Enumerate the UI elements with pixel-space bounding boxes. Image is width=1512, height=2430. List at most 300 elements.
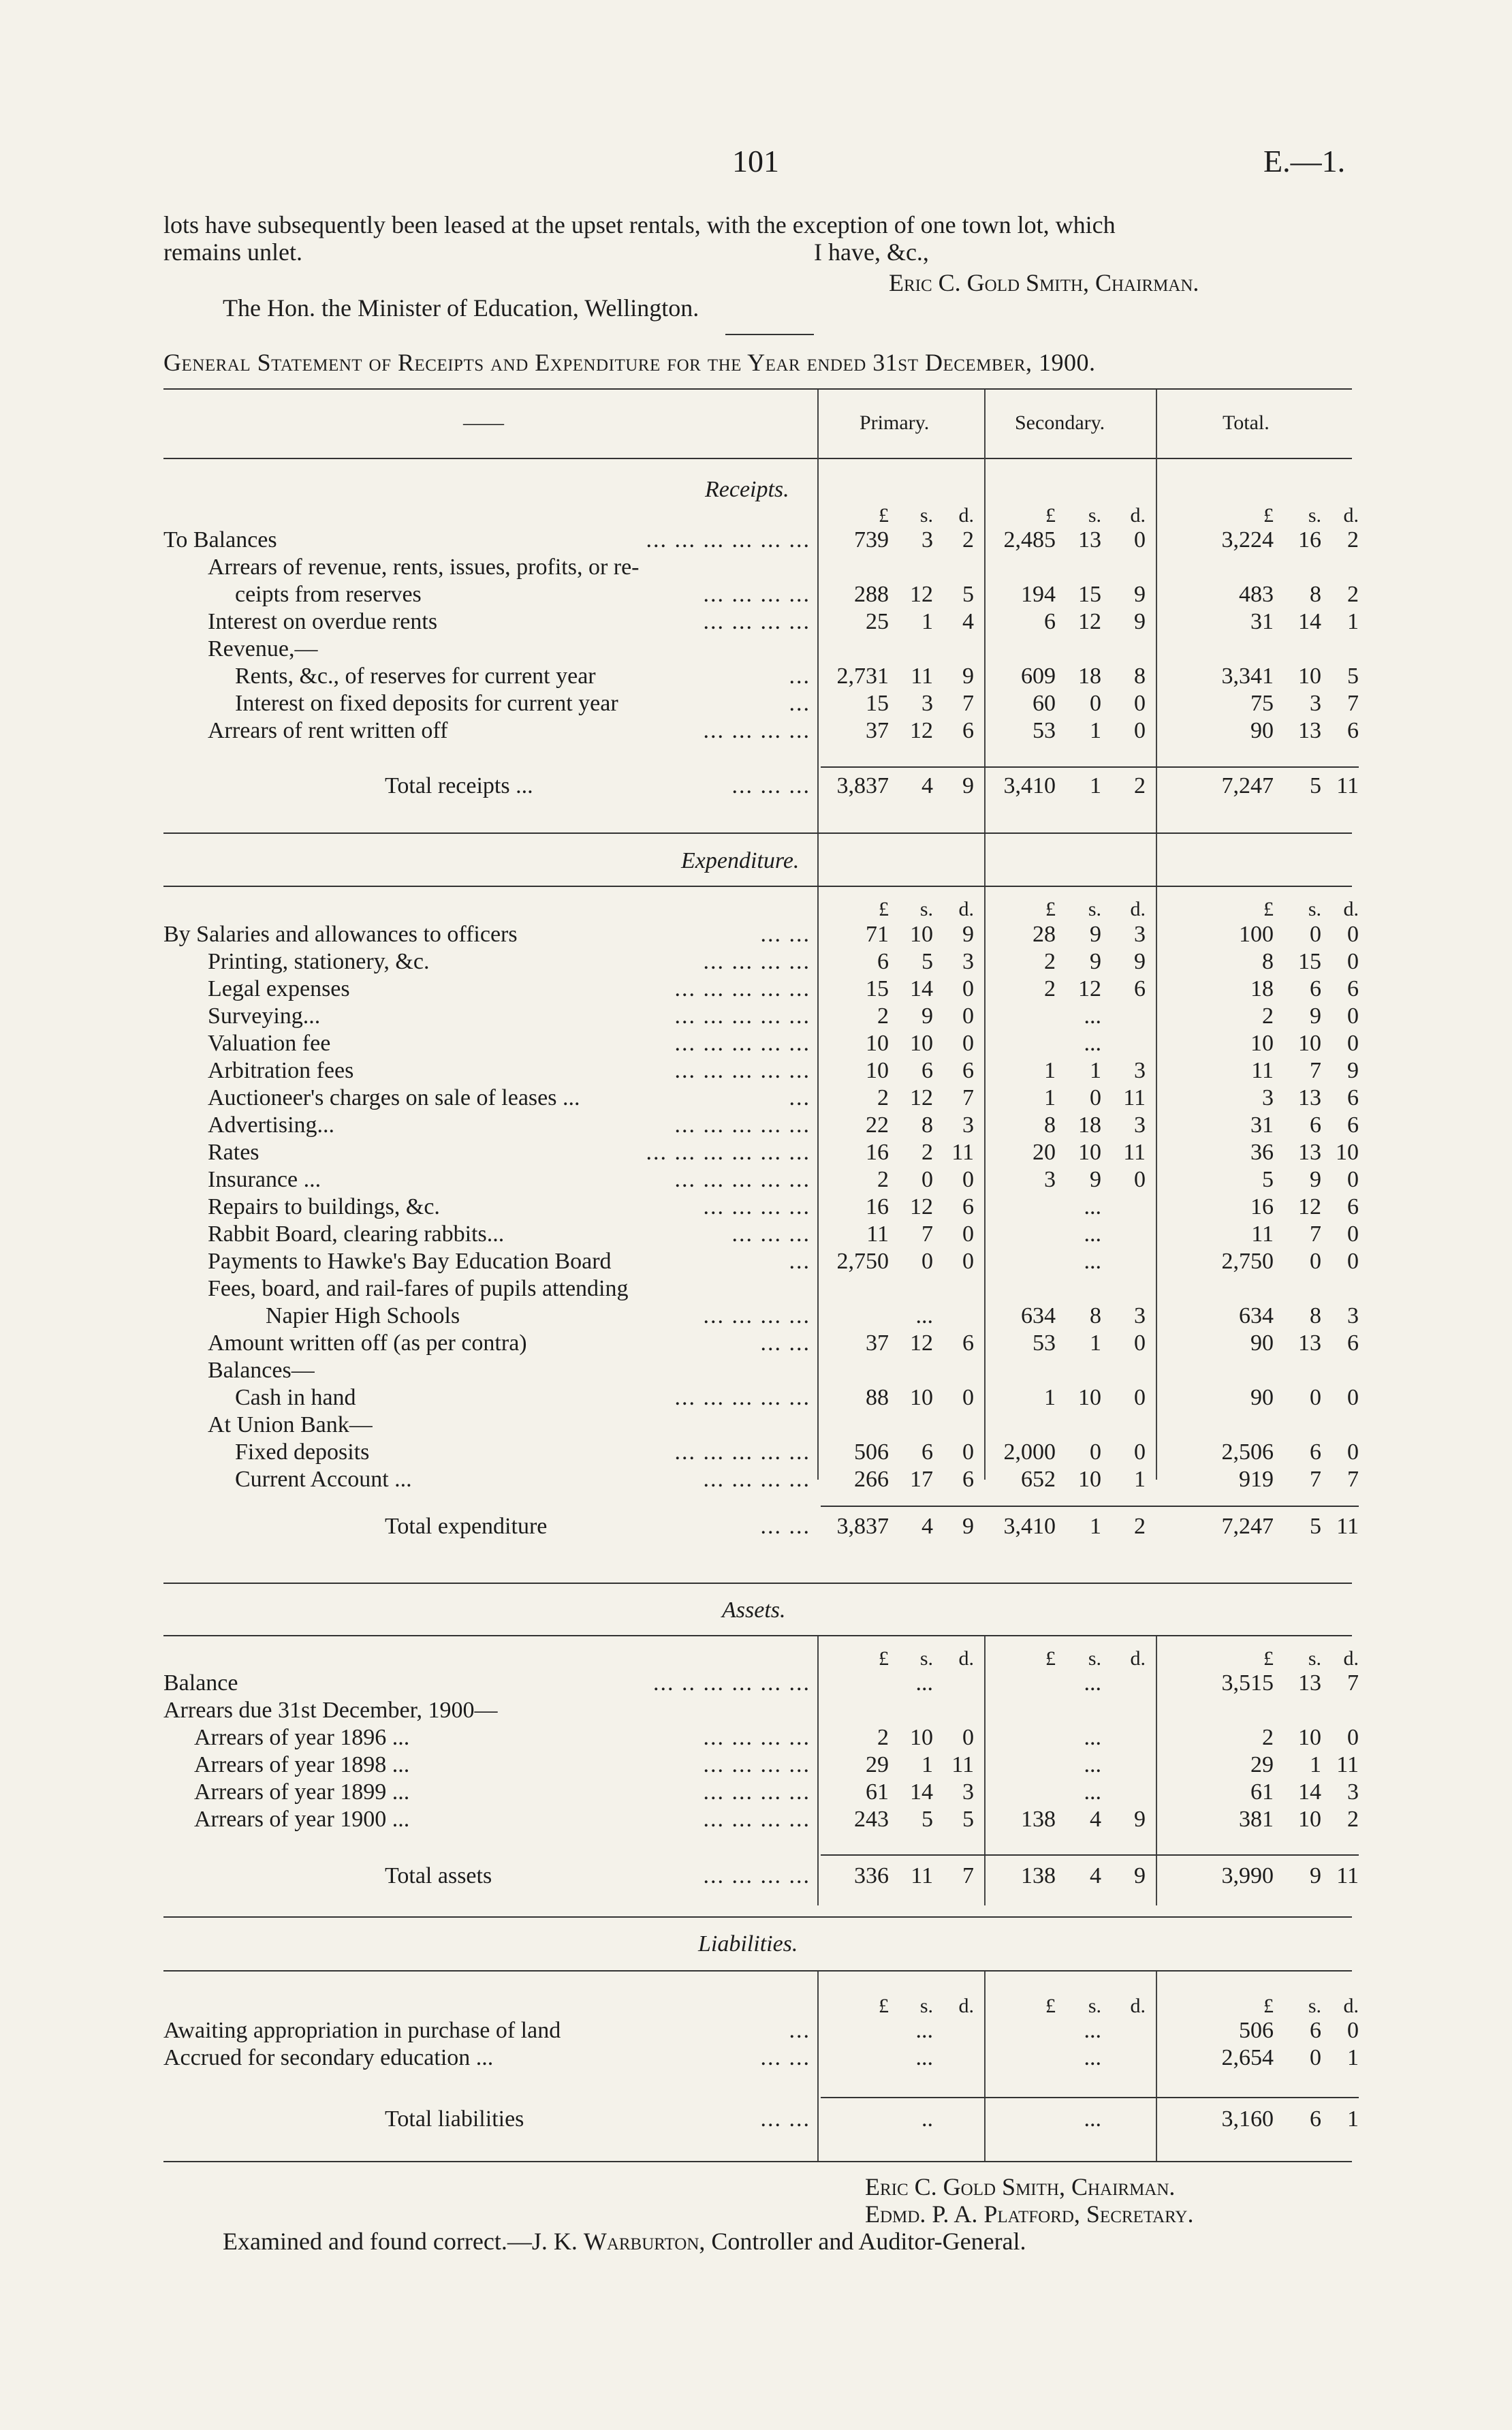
- primary-pence: 4: [962, 609, 974, 634]
- primary-pounds: 2: [877, 1085, 889, 1110]
- table-row: [0, 2018, 1512, 2045]
- unit-shillings: s.: [1088, 898, 1101, 920]
- leader-dots: ...: [789, 1249, 810, 1274]
- unit-pence: d.: [958, 1995, 974, 2017]
- table-row: [0, 1140, 1512, 1167]
- primary-pence: 6: [962, 1330, 974, 1356]
- row-label: Awaiting appropriation in purchase of land: [163, 2018, 561, 2043]
- row-label: Valuation fee: [208, 1031, 331, 1056]
- total-pounds: 18: [1250, 976, 1274, 1001]
- row-label: Napier High Schools: [266, 1303, 460, 1328]
- primary-pence: 11: [951, 1752, 974, 1777]
- secondary-shillings: 12: [1078, 976, 1101, 1001]
- secondary-empty: ...: [1084, 1221, 1101, 1247]
- assets-end-rule: [163, 1916, 1352, 1918]
- total-shillings: 14: [1298, 609, 1321, 634]
- primary-pounds: 2: [877, 1725, 889, 1750]
- total-pounds: 3,160: [1221, 2106, 1274, 2132]
- primary-shillings: 12: [910, 1330, 933, 1356]
- total-shillings: 0: [1310, 2045, 1321, 2070]
- primary-shillings: 12: [910, 1194, 933, 1219]
- secondary-pence: 6: [1134, 976, 1146, 1001]
- row-label: At Union Bank—: [208, 1412, 373, 1437]
- table-row: [0, 1670, 1512, 1698]
- leader-dots: ... ... ... ... ... ...: [646, 527, 810, 552]
- total-pounds: 2: [1262, 1003, 1274, 1029]
- liabilities-head-rule: [163, 1970, 1352, 1972]
- primary-pence: 3: [962, 949, 974, 974]
- leader-dots: ... ... ... ...: [703, 1194, 810, 1219]
- unit-pence: d.: [1130, 898, 1146, 920]
- unit-pounds: £: [1045, 1647, 1056, 1670]
- units-row: [0, 898, 1512, 925]
- leader-dots: ... ... ... ... ... ...: [646, 1140, 810, 1165]
- primary-pence: 6: [962, 1058, 974, 1083]
- total-pounds: 2: [1262, 1725, 1274, 1750]
- expenditure-end-rule: [163, 1583, 1352, 1584]
- total-pence: 6: [1347, 718, 1359, 743]
- primary-pence: 7: [962, 1863, 974, 1888]
- table-row: [0, 1412, 1512, 1439]
- table-row: [0, 555, 1512, 582]
- total-pence: 0: [1347, 922, 1359, 947]
- total-pence: 11: [1336, 1752, 1359, 1777]
- secondary-pounds: 1: [1044, 1058, 1056, 1083]
- total-pounds: 8: [1262, 949, 1274, 974]
- unit-shillings: s.: [919, 1647, 933, 1670]
- primary-pounds: 2,731: [836, 664, 889, 689]
- total-pounds: 100: [1239, 922, 1274, 947]
- total-shillings: 3: [1310, 691, 1321, 716]
- table-row: [0, 609, 1512, 636]
- secondary-pence: 0: [1134, 691, 1146, 716]
- row-label: Arrears of revenue, rents, issues, profits, or re-: [208, 555, 640, 580]
- row-label: By Salaries and allowances to officers: [163, 922, 518, 947]
- leader-dots: ... ... ... ... ...: [674, 1003, 810, 1029]
- unit-pounds: £: [1045, 898, 1056, 920]
- primary-empty: ...: [915, 1303, 933, 1328]
- primary-pounds: 3,837: [836, 773, 889, 798]
- table-top-rule: [163, 388, 1352, 390]
- secondary-pence: 3: [1134, 1303, 1146, 1328]
- row-label: Total liabilities: [385, 2106, 524, 2132]
- total-pence: 6: [1347, 1112, 1359, 1138]
- row-label: Surveying...: [208, 1003, 321, 1029]
- secondary-pounds: 53: [1033, 718, 1056, 743]
- examined-note: [223, 2228, 1026, 2255]
- total-pence: 6: [1347, 976, 1359, 1001]
- total-pounds: 31: [1250, 1112, 1274, 1138]
- secondary-shillings: 12: [1078, 609, 1101, 634]
- short-divider: [725, 334, 814, 335]
- table-header-rule: [163, 458, 1352, 459]
- examined-suffix: , Controller and Auditor-General.: [699, 2228, 1026, 2255]
- secondary-shillings: 4: [1090, 1863, 1101, 1888]
- primary-pence: 3: [962, 1779, 974, 1805]
- table-row: [0, 1698, 1512, 1725]
- total-shillings: 13: [1298, 1140, 1321, 1165]
- unit-pence: d.: [1130, 1995, 1146, 2017]
- signature-secretary: Edmd. P. A. Platford, Secretary.: [865, 2200, 1194, 2228]
- total-shillings: 6: [1310, 1112, 1321, 1138]
- secondary-empty: ...: [1084, 2018, 1101, 2043]
- row-label: Insurance ...: [208, 1167, 321, 1192]
- table-row: [0, 636, 1512, 664]
- total-pence: 6: [1347, 1330, 1359, 1356]
- assets-subtotal-rule: [821, 1854, 1359, 1856]
- unit-pounds: £: [879, 504, 889, 527]
- row-label: Advertising...: [208, 1112, 335, 1138]
- total-shillings: 12: [1298, 1194, 1321, 1219]
- column-secondary: Secondary.: [1015, 411, 1105, 434]
- total-pence: 6: [1347, 1085, 1359, 1110]
- total-shillings: 15: [1298, 949, 1321, 974]
- table-row: [0, 1249, 1512, 1276]
- row-label: Arrears of rent written off: [208, 718, 448, 743]
- row-label: Printing, stationery, &c.: [208, 949, 430, 974]
- total-pence: 10: [1336, 1140, 1359, 1165]
- unit-pence: d.: [1343, 1995, 1359, 2017]
- row-label: Fees, board, and rail-fares of pupils attending: [208, 1276, 629, 1301]
- primary-shillings: 12: [910, 1085, 933, 1110]
- primary-pounds: 3,837: [836, 1514, 889, 1539]
- row-label: Rates: [208, 1140, 259, 1165]
- secondary-empty: ...: [1084, 2106, 1101, 2132]
- primary-shillings: 10: [910, 1031, 933, 1056]
- leader-dots: ... ... ...: [731, 773, 810, 798]
- total-pence: 2: [1347, 582, 1359, 607]
- table-row: [0, 1303, 1512, 1330]
- secondary-empty: ...: [1084, 1249, 1101, 1274]
- primary-shillings: 14: [910, 976, 933, 1001]
- primary-shillings: 14: [910, 1779, 933, 1805]
- secondary-pounds: 6: [1044, 609, 1056, 634]
- secondary-empty: ...: [1084, 2045, 1101, 2070]
- total-pounds: 5: [1262, 1167, 1274, 1192]
- secondary-pounds: 194: [1021, 582, 1056, 607]
- total-row: [0, 1514, 1512, 1541]
- secondary-empty: ...: [1084, 1725, 1101, 1750]
- total-row: [0, 773, 1512, 800]
- row-label: Cash in hand: [235, 1385, 356, 1410]
- primary-pence: 6: [962, 1467, 974, 1492]
- secondary-pounds: 8: [1044, 1112, 1056, 1138]
- primary-pence: 9: [962, 773, 974, 798]
- total-pence: 6: [1347, 1194, 1359, 1219]
- table-row: [0, 976, 1512, 1003]
- total-pence: 2: [1347, 1807, 1359, 1832]
- row-label: Interest on fixed deposits for current year: [235, 691, 618, 716]
- secondary-pounds: 3,410: [1003, 773, 1056, 798]
- total-shillings: 10: [1298, 664, 1321, 689]
- total-pence: 11: [1336, 1863, 1359, 1888]
- primary-pounds: 10: [866, 1031, 889, 1056]
- unit-pounds: £: [879, 1647, 889, 1670]
- secondary-shillings: 0: [1090, 691, 1101, 716]
- primary-pence: 0: [962, 1031, 974, 1056]
- secondary-pounds: 28: [1033, 922, 1056, 947]
- secondary-shillings: 1: [1090, 1514, 1101, 1539]
- leader-dots: ... ... ... ... ...: [674, 1167, 810, 1192]
- unit-shillings: s.: [919, 1995, 933, 2017]
- total-pounds: 31: [1250, 609, 1274, 634]
- leader-dots: ... ... ... ... ...: [674, 1112, 810, 1138]
- secondary-pence: 3: [1134, 922, 1146, 947]
- secondary-pence: 9: [1134, 949, 1146, 974]
- intro-line-2: remains unlet.: [163, 238, 302, 266]
- total-shillings: 6: [1310, 976, 1321, 1001]
- total-pounds: 36: [1250, 1140, 1274, 1165]
- table-row: [0, 1330, 1512, 1358]
- secondary-pounds: 3: [1044, 1167, 1056, 1192]
- total-pounds: 10: [1250, 1031, 1274, 1056]
- primary-shillings: 11: [911, 1863, 933, 1888]
- secondary-pence: 9: [1134, 609, 1146, 634]
- total-pence: 0: [1347, 2018, 1359, 2043]
- total-shillings: 16: [1298, 527, 1321, 552]
- total-pounds: 7,247: [1221, 773, 1274, 798]
- total-pence: 3: [1347, 1779, 1359, 1805]
- total-shillings: 13: [1298, 1670, 1321, 1696]
- table-row: [0, 1725, 1512, 1752]
- total-pounds: 29: [1250, 1752, 1274, 1777]
- total-pounds: 90: [1250, 1330, 1274, 1356]
- primary-shillings: 5: [922, 1807, 933, 1832]
- primary-shillings: 4: [922, 1514, 933, 1539]
- primary-pence: 0: [962, 976, 974, 1001]
- primary-pounds: 61: [866, 1779, 889, 1805]
- leader-dots: ... ... ... ...: [703, 1752, 810, 1777]
- leader-dots: ... ... ... ...: [703, 1807, 810, 1832]
- primary-shillings: 1: [922, 1752, 933, 1777]
- row-label: Arrears due 31st December, 1900—: [163, 1698, 498, 1723]
- primary-pence: 9: [962, 1514, 974, 1539]
- secondary-empty: ...: [1084, 1779, 1101, 1805]
- leader-dots: ... ... ... ...: [703, 1725, 810, 1750]
- statement-title: General Statement of Receipts and Expenditure for the Year ended 31st December, 1900.: [163, 349, 1096, 376]
- secondary-shillings: 9: [1090, 949, 1101, 974]
- secondary-shillings: 18: [1078, 1112, 1101, 1138]
- secondary-shillings: 18: [1078, 664, 1101, 689]
- primary-pounds: 37: [866, 718, 889, 743]
- primary-shillings: 9: [922, 1003, 933, 1029]
- secondary-pence: 0: [1134, 1167, 1146, 1192]
- unit-shillings: s.: [919, 504, 933, 527]
- leader-dots: ... ... ... ...: [703, 1863, 810, 1888]
- leader-dots: ...: [789, 2018, 810, 2043]
- primary-pence: 0: [962, 1439, 974, 1465]
- row-label: Total expenditure: [385, 1514, 548, 1539]
- row-label: Rabbit Board, clearing rabbits...: [208, 1221, 505, 1247]
- primary-pence: 9: [962, 922, 974, 947]
- row-label: Arrears of year 1899 ...: [194, 1779, 410, 1805]
- table-row: [0, 664, 1512, 691]
- total-pence: 3: [1347, 1303, 1359, 1328]
- table-row: [0, 1085, 1512, 1112]
- total-pence: 5: [1347, 664, 1359, 689]
- primary-pounds: 739: [854, 527, 889, 552]
- secondary-shillings: 1: [1090, 1330, 1101, 1356]
- table-row: [0, 1752, 1512, 1779]
- receipts-end-rule: [163, 832, 1352, 834]
- total-shillings: 14: [1298, 1779, 1321, 1805]
- primary-shillings: 6: [922, 1058, 933, 1083]
- leader-dots: ... ... ... ...: [703, 1467, 810, 1492]
- primary-pence: 0: [962, 1167, 974, 1192]
- secondary-shillings: 8: [1090, 1303, 1101, 1328]
- primary-pence: 0: [962, 1385, 974, 1410]
- signature-chairman: Eric C. Gold Smith, Chairman.: [865, 2173, 1176, 2200]
- unit-pence: d.: [958, 898, 974, 920]
- table-row: [0, 2045, 1512, 2072]
- total-pounds: 483: [1239, 582, 1274, 607]
- total-pence: 1: [1347, 2045, 1359, 2070]
- leader-dots: ... ...: [760, 922, 810, 947]
- unit-shillings: s.: [1308, 1995, 1321, 2017]
- total-pounds: 90: [1250, 1385, 1274, 1410]
- unit-shillings: s.: [1308, 898, 1321, 920]
- section-assets: Assets.: [722, 1598, 786, 1623]
- total-shillings: 1: [1310, 1752, 1321, 1777]
- total-pounds: 3,224: [1221, 527, 1274, 552]
- primary-shillings: 10: [910, 1385, 933, 1410]
- row-label: Current Account ...: [235, 1467, 412, 1492]
- secondary-pence: 3: [1134, 1058, 1146, 1083]
- table-row: [0, 1167, 1512, 1194]
- unit-pounds: £: [1045, 504, 1056, 527]
- secondary-shillings: 1: [1090, 718, 1101, 743]
- total-pence: 1: [1347, 609, 1359, 634]
- liabilities-end-rule: [163, 2161, 1352, 2162]
- table-row: [0, 1221, 1512, 1249]
- secondary-shillings: 1: [1090, 1058, 1101, 1083]
- total-shillings: 9: [1310, 1003, 1321, 1029]
- secondary-pence: 1: [1134, 1467, 1146, 1492]
- total-pence: 7: [1347, 1467, 1359, 1492]
- primary-pounds: 243: [854, 1807, 889, 1832]
- primary-pounds: 2: [877, 1003, 889, 1029]
- unit-pence: d.: [1130, 504, 1146, 527]
- total-pence: 0: [1347, 949, 1359, 974]
- total-shillings: 13: [1298, 718, 1321, 743]
- secondary-pence: 9: [1134, 1807, 1146, 1832]
- table-row: [0, 527, 1512, 555]
- unit-pounds: £: [1263, 898, 1274, 920]
- total-pence: 0: [1347, 1003, 1359, 1029]
- unit-pounds: £: [879, 1995, 889, 2017]
- leader-dots: ... ... ... ...: [703, 1303, 810, 1328]
- primary-shillings: 2: [922, 1140, 933, 1165]
- total-shillings: 7: [1310, 1058, 1321, 1083]
- liabilities-subtotal-rule: [821, 2097, 1359, 2098]
- secondary-pounds: 138: [1021, 1863, 1056, 1888]
- total-shillings: 0: [1310, 1385, 1321, 1410]
- leader-dots: ... ...: [760, 1514, 810, 1539]
- primary-pence: 7: [962, 1085, 974, 1110]
- secondary-empty: ...: [1084, 1031, 1101, 1056]
- table-row: [0, 1439, 1512, 1467]
- column-blank: ——: [463, 411, 504, 434]
- total-shillings: 0: [1310, 1249, 1321, 1274]
- total-pounds: 90: [1250, 718, 1274, 743]
- unit-shillings: s.: [1308, 504, 1321, 527]
- total-pounds: 3,990: [1221, 1863, 1274, 1888]
- leader-dots: ... ...: [760, 2106, 810, 2132]
- table-row: [0, 922, 1512, 949]
- total-pounds: 381: [1239, 1807, 1274, 1832]
- secondary-shillings: 0: [1090, 1439, 1101, 1465]
- total-pence: 0: [1347, 1385, 1359, 1410]
- primary-pence: 5: [962, 582, 974, 607]
- total-shillings: 9: [1310, 1167, 1321, 1192]
- expenditure-subtotal-rule: [821, 1506, 1359, 1507]
- primary-pounds: 88: [866, 1385, 889, 1410]
- unit-shillings: s.: [1088, 1647, 1101, 1670]
- primary-pence: 0: [962, 1003, 974, 1029]
- total-pounds: 11: [1251, 1058, 1274, 1083]
- total-shillings: 7: [1310, 1467, 1321, 1492]
- secondary-shillings: 1: [1090, 773, 1101, 798]
- row-label: ceipts from reserves: [235, 582, 422, 607]
- primary-shillings: 3: [922, 691, 933, 716]
- receipts-subtotal-rule: [821, 766, 1359, 768]
- intro-addressee: The Hon. the Minister of Education, Wellington.: [223, 294, 699, 322]
- secondary-pounds: 60: [1033, 691, 1056, 716]
- primary-pounds: 15: [866, 976, 889, 1001]
- table-row: [0, 949, 1512, 976]
- leader-dots: ... ... ... ...: [703, 582, 810, 607]
- secondary-pounds: 634: [1021, 1303, 1056, 1328]
- total-pounds: 2,654: [1221, 2045, 1274, 2070]
- secondary-pounds: 1: [1044, 1385, 1056, 1410]
- table-row: [0, 718, 1512, 745]
- primary-shillings: 10: [910, 1725, 933, 1750]
- primary-pounds: 2: [877, 1167, 889, 1192]
- intro-line-1: lots have subsequently been leased at the upset rentals, with the exception of one town lot, which: [163, 211, 1116, 238]
- total-pounds: 75: [1250, 691, 1274, 716]
- secondary-pounds: 2,485: [1003, 527, 1056, 552]
- total-shillings: 8: [1310, 1303, 1321, 1328]
- secondary-pounds: 20: [1033, 1140, 1056, 1165]
- primary-pounds: 37: [866, 1330, 889, 1356]
- primary-pounds: 16: [866, 1194, 889, 1219]
- primary-pounds: 22: [866, 1112, 889, 1138]
- table-row: [0, 1276, 1512, 1303]
- unit-pounds: £: [1045, 1995, 1056, 2017]
- row-label: Revenue,—: [208, 636, 318, 661]
- total-pence: 7: [1347, 1670, 1359, 1696]
- row-label: Amount written off (as per contra): [208, 1330, 527, 1356]
- secondary-shillings: 15: [1078, 582, 1101, 607]
- leader-dots: ... ... ... ... ...: [674, 1058, 810, 1083]
- total-pence: 0: [1347, 1249, 1359, 1274]
- total-shillings: 7: [1310, 1221, 1321, 1247]
- primary-pence: 0: [962, 1725, 974, 1750]
- table-row: [0, 1112, 1512, 1140]
- unit-shillings: s.: [1088, 1995, 1101, 2017]
- leader-dots: ... ... ... ...: [703, 718, 810, 743]
- total-shillings: 13: [1298, 1330, 1321, 1356]
- secondary-pence: 11: [1123, 1140, 1146, 1165]
- unit-pence: d.: [1130, 1647, 1146, 1670]
- row-label: Arrears of year 1900 ...: [194, 1807, 410, 1832]
- primary-shillings: 10: [910, 922, 933, 947]
- primary-pence: 2: [962, 527, 974, 552]
- leader-dots: ... ...: [760, 1330, 810, 1356]
- row-label: To Balances: [163, 527, 277, 552]
- row-label: Arrears of year 1898 ...: [194, 1752, 410, 1777]
- total-pence: 0: [1347, 1031, 1359, 1056]
